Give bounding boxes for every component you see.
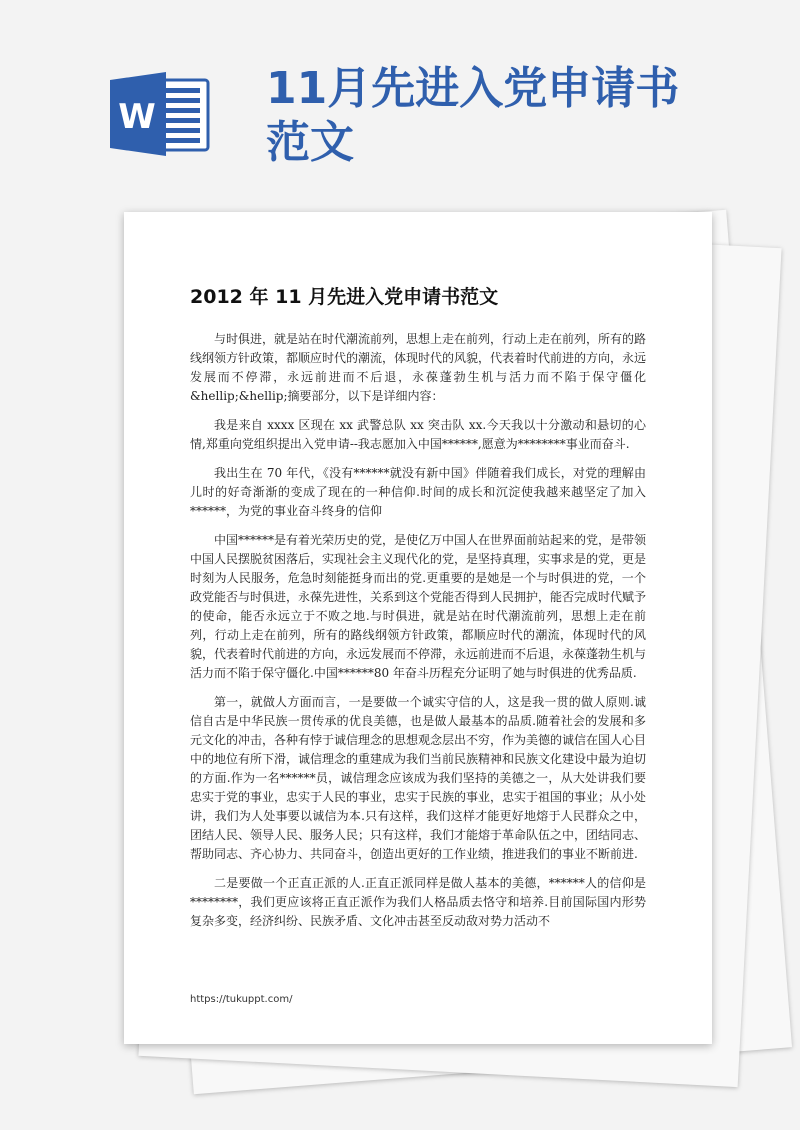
- paragraph: 二是要做一个正直正派的人.正直正派同样是做人基本的美德，******人的信仰是********，我们更应该将正直正派作为我们人格品质去恪守和培养.目前国际国内形势复杂多变，经济纠纷、民族矛盾、文化冲击甚至反动敌对势力活动不: [190, 876, 646, 928]
- paragraph: 第一，就做人方面而言，一是要做一个诚实守信的人，这是我一贯的做人原则.诚信自古是中华民族一贯传承的优良美德，也是做人最基本的品质.随着社会的发展和多元文化的冲击，各种有悖于诚信理念的思想观念层出不穷，作为美德的诚信在国人心目中的地位有所下滑，诚信理念的重建成为我们当前民族精神和民族文化建设中最为迫切的方面.作为一名******员，诚信理念应该成为我们坚持的美德之一，从大处讲我们要忠实于党的事业，忠实于人民的事业，忠实于民族的事业，忠实于祖国的事业；从小处讲，我们为人处事要以诚信为本.只有这样，我们这样才能更好地熔于人民群众之中，团结人民、领导人民、服务人民；只有这样，我们才能熔于革命队伍之中，团结同志、帮助同志、齐心协力、共同奋斗，创造出更好的工作业绩，推进我们的事业不断前进.: [190, 695, 647, 861]
- document-page: [124, 212, 712, 1044]
- footer-link[interactable]: https://tukuppt.com/: [190, 994, 293, 1005]
- paragraph: 我出生在 70 年代，《没有******就没有新中国》伴随着我们成长，对党的理解由儿时的好奇渐渐的变成了现在的一种信仰.时间的成长和沉淀使我越来越坚定了加入******，为党的事业奋斗终身的信仰: [190, 466, 646, 518]
- page-title-line1: 11月先进入党申请书: [266, 63, 680, 114]
- page-title-line2: 范文: [266, 117, 354, 168]
- paragraph: 与时俱进，就是站在时代潮流前列，思想上走在前列，行动上走在前列，所有的路线纲领方针政策，都顺应时代的潮流，体现时代的风貌，代表着时代前进的方向，永远发展而不停滞，永远前进而不后退，永葆蓬勃生机与活力而不陷于保守僵化&hellip;&hellip;摘要部分，以下是详细内容：: [190, 332, 647, 403]
- article-title: 2012 年 11 月先进入党申请书范文: [190, 286, 499, 308]
- paragraph: 我是来自 xxxx 区现在 xx 武警总队 xx 突击队 xx.今天我以十分激动和悬切的心情,郑重向党组织提出入党申请--我志愿加入中国******,愿意为********事业而奋斗.: [190, 418, 646, 451]
- article-body: [190, 330, 646, 941]
- word-document-icon: [108, 70, 212, 158]
- header: [0, 0, 800, 210]
- paragraph: 中国******是有着光荣历史的党，是使亿万中国人在世界面前站起来的党，是带领中国人民摆脱贫困落后，实现社会主义现代化的党，是坚持真理，实事求是的党，更是时刻为人民服务，危急时刻能挺身而出的党.更重要的是她是一个与时俱进的党，一个政党能否与时俱进，永葆先进性，关系到这个党能否得到人民拥护，能否完成时代赋予的使命，能否永远立于不败之地.与时俱进，就是站在时代潮流前列，思想上走在前列，行动上走在前列，所有的路线纲领方针政策，都顺应时代的潮流，体现时代的风貌，代表着时代前进的方向，永远发展而不停滞，永远前进而不后退，永葆蓬勃生机与活力而不陷于保守僵化.中国******80 年奋斗历程充分证明了她与时俱进的优秀品质.: [190, 533, 647, 680]
- word-icon-letter: W: [118, 97, 156, 137]
- page-title: [266, 62, 686, 170]
